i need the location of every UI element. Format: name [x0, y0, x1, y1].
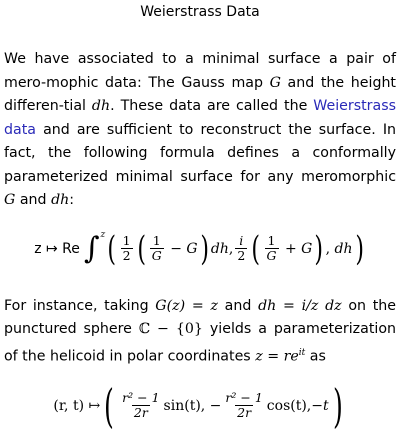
- numerator: r² − 1: [122, 390, 160, 406]
- intro-paragraph: [4, 48, 396, 213]
- cos-term: cos(t),: [266, 397, 312, 414]
- paren: ): [332, 378, 343, 433]
- text-run: and the height differen-tial: [4, 74, 396, 114]
- math-dh: dh: [210, 240, 229, 257]
- operator: −: [165, 240, 187, 257]
- math-dh: dh: [51, 192, 70, 208]
- paren: (: [104, 378, 115, 433]
- text-run: For instance, taking: [4, 297, 156, 314]
- math-polar-coordinates: z = re: [255, 348, 299, 365]
- text-run: yields a parameterization of the helicoid in polar coordinates: [4, 321, 396, 365]
- math-G: G: [301, 240, 313, 257]
- fraction-r: [120, 391, 161, 420]
- helicoid-formula: [4, 377, 396, 435]
- paren: (: [136, 228, 146, 269]
- math-G: G: [269, 74, 281, 91]
- denominator: 2: [122, 248, 131, 263]
- text-run: on the punctured sphere: [4, 297, 396, 337]
- fraction-half: [121, 234, 133, 263]
- math-gauss-map: G(z) = z: [155, 297, 218, 314]
- denominator: G: [151, 248, 162, 263]
- denominator: 2r: [133, 405, 148, 421]
- paren: (: [107, 228, 117, 269]
- formula-lhs: (r, t) ↦: [53, 397, 101, 414]
- text-run: . These data are called the: [110, 98, 314, 114]
- math-exponent: it: [298, 347, 306, 358]
- comma: ,: [228, 240, 234, 257]
- numerator: 1: [152, 233, 161, 248]
- text-run: We have associated to a minimal surface a pair of mero-mophic data: The Gauss map: [4, 51, 396, 91]
- text-run: :: [69, 192, 75, 208]
- denominator: G: [266, 248, 277, 263]
- denominator: 2: [237, 248, 246, 263]
- weierstrass-data-link[interactable]: Weierstrass data: [4, 98, 396, 138]
- numerator: 1: [122, 233, 131, 248]
- example-paragraph: [4, 295, 396, 369]
- paren: (: [251, 228, 261, 269]
- fraction-i-half: [235, 234, 247, 263]
- numerator: 1: [267, 233, 276, 248]
- paren: ): [354, 228, 364, 269]
- formula-lhs: z ↦ Re: [34, 240, 80, 257]
- text-run: and: [15, 192, 52, 208]
- weierstrass-formula: [4, 221, 396, 277]
- minus-t-term: −t: [311, 397, 329, 414]
- paren: ): [199, 228, 209, 269]
- text-run: and: [217, 297, 259, 314]
- integral-sign: ∫: [83, 230, 100, 266]
- fraction-one-over-G: [150, 234, 164, 263]
- fraction-r: [223, 391, 264, 420]
- math-G: G: [4, 192, 16, 208]
- paren: ): [314, 228, 324, 269]
- math-G: G: [186, 240, 198, 257]
- integral-upper-limit: z: [100, 229, 106, 240]
- denominator: 2r: [237, 405, 252, 421]
- sin-term: sin(t),: [163, 397, 206, 414]
- math-height-differential: dh = i/z dz: [258, 297, 342, 314]
- page-title: Weierstrass Data: [140, 4, 260, 20]
- math-dh: dh: [91, 98, 111, 114]
- math-punctured-sphere: ℂ − {0}: [138, 321, 203, 337]
- fraction-one-over-G: [265, 234, 279, 263]
- text-run: and are sufficient to reconstruct the surface. In fact, the following formula defines a conformally parameterized minimal surface for any meromorphic: [4, 121, 396, 185]
- text-run: as: [305, 348, 326, 365]
- comma: ,: [325, 240, 335, 257]
- math-dh: dh: [334, 240, 353, 257]
- operator: −: [205, 397, 222, 414]
- operator: +: [280, 240, 302, 257]
- numerator: r² − 1: [225, 390, 263, 406]
- numerator: i: [239, 233, 244, 248]
